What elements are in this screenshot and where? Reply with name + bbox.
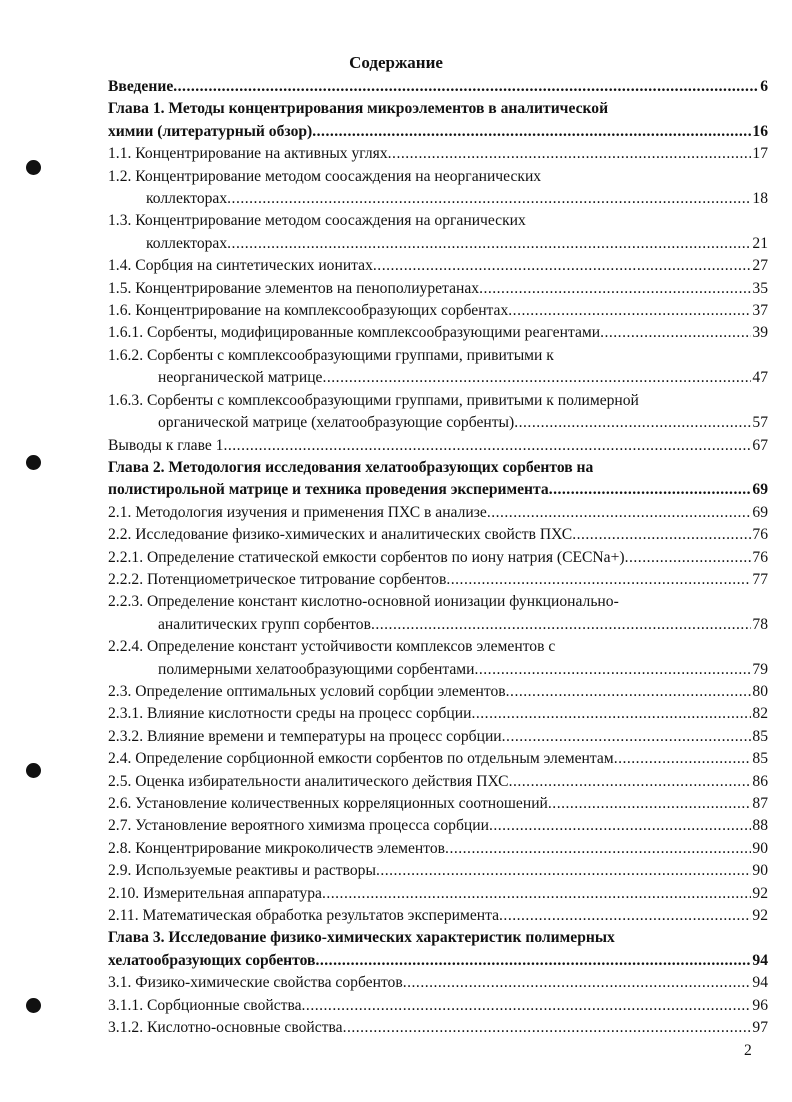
punch-hole xyxy=(26,763,41,778)
toc-entry-page: 16 xyxy=(752,122,768,140)
dot-leader xyxy=(479,278,751,300)
dot-leader xyxy=(548,793,752,815)
dot-leader xyxy=(388,143,752,165)
dot-leader xyxy=(625,547,752,569)
toc-entry-page: 97 xyxy=(752,1019,768,1037)
dot-leader xyxy=(446,569,751,591)
toc-entry-page: 96 xyxy=(752,996,768,1014)
toc-entry-page: 90 xyxy=(752,839,768,857)
dot-leader xyxy=(445,838,751,860)
toc-entry xyxy=(108,166,768,211)
toc-entry-label: 1.3. Концентрирование методом соосаждения на органических xyxy=(108,212,526,230)
dot-leader xyxy=(315,950,751,972)
toc-entry-page: 69 xyxy=(752,481,768,499)
toc-entry xyxy=(108,457,768,502)
toc-entry-page: 92 xyxy=(752,884,768,902)
dot-leader xyxy=(509,771,752,793)
dot-leader xyxy=(572,524,751,546)
toc-entry-page: 39 xyxy=(752,324,768,342)
toc-entry xyxy=(108,390,768,435)
toc-entry-page: 6 xyxy=(760,78,768,95)
page-number: 2 xyxy=(744,1042,752,1059)
toc-entry xyxy=(108,995,768,1017)
toc-entry-label: 2.2.4. Определение констант устойчивости комплексов элементов с xyxy=(108,638,556,656)
toc-entry xyxy=(108,278,768,300)
toc-entry-label: 2.3.2. Влияние времени и температуры на процесс сорбции xyxy=(108,727,502,745)
toc-entry-page: 82 xyxy=(752,705,768,723)
dot-leader xyxy=(173,76,759,98)
toc-entry-label: органической матрице (хелатообразующие сорбенты) xyxy=(158,414,515,432)
toc-entry xyxy=(108,838,768,860)
toc-entry-label: 2.7. Установление вероятного химизма процесса сорбции xyxy=(108,817,489,835)
toc-entry-page: 87 xyxy=(752,795,768,812)
dot-leader xyxy=(343,1017,752,1039)
toc-entry-label: Глава 3. Исследование физико-химических характеристик полимерных xyxy=(108,929,615,947)
toc-entry xyxy=(108,636,768,681)
dot-leader xyxy=(614,748,752,770)
toc-entry-page: 78 xyxy=(752,615,768,633)
toc-entry-label: 1.6.1. Сорбенты, модифицированные комплексообразующими реагентами xyxy=(108,324,601,342)
toc-entry-label: 2.11. Математическая обработка результатов эксперимента xyxy=(108,907,500,925)
dot-leader xyxy=(487,502,752,524)
toc-title: Содержание xyxy=(349,53,443,72)
toc-entry-label: полимерными хелатообразующими сорбентами xyxy=(158,660,475,678)
dot-leader xyxy=(549,479,752,501)
toc-entry-label: 2.8. Концентрирование микроколичеств элементов xyxy=(108,839,446,857)
toc-entry-label: 2.10. Измерительная аппаратура xyxy=(108,884,322,902)
toc-entry-page: 94 xyxy=(752,974,768,992)
toc-entry xyxy=(108,300,768,322)
toc-entry-page: 35 xyxy=(752,279,768,297)
toc-entry xyxy=(108,435,768,457)
toc-entry-page: 76 xyxy=(752,548,768,566)
punch-hole xyxy=(26,160,41,175)
toc-entry xyxy=(108,815,768,837)
toc-entry xyxy=(108,255,768,277)
dot-leader xyxy=(471,703,751,725)
toc-entry-page: 69 xyxy=(752,503,768,521)
dot-leader xyxy=(223,435,751,457)
toc-entry-page: 18 xyxy=(752,190,768,208)
dot-leader xyxy=(514,412,751,434)
toc-entry-label: 3.1.1. Сорбционные свойства xyxy=(108,996,302,1014)
dot-leader xyxy=(600,322,751,344)
toc-entry xyxy=(108,502,768,524)
toc-entry-label: аналитических групп сорбентов xyxy=(158,615,371,633)
toc-entry-page: 47 xyxy=(752,369,768,387)
toc-entry xyxy=(108,524,768,546)
toc-entry-page: 85 xyxy=(752,727,768,745)
punch-hole xyxy=(26,998,41,1013)
toc-entry xyxy=(108,591,768,636)
toc-entry xyxy=(108,322,768,344)
toc-entry xyxy=(108,972,768,994)
toc-entry xyxy=(108,345,768,390)
toc-entry-page: 67 xyxy=(752,436,768,454)
toc-entry xyxy=(108,905,768,927)
toc-entry-label: 1.4. Сорбция на синтетических ионитах xyxy=(108,257,373,275)
toc-entry xyxy=(108,771,768,793)
toc-entry-label: 2.5. Оценка избирательности аналитического действия ПХС xyxy=(108,772,509,790)
toc-entry-page: 79 xyxy=(752,660,768,678)
toc-entry-label: химии (литературный обзор) xyxy=(108,122,313,140)
toc-entry-label: полистирольной матрице и техника проведения эксперимента xyxy=(108,481,549,499)
toc-entry xyxy=(108,98,768,143)
toc-entry-label: коллекторах xyxy=(146,234,228,252)
punch-hole xyxy=(26,455,41,470)
toc-entry-page: 27 xyxy=(752,257,768,275)
toc-entry xyxy=(108,726,768,748)
toc-entry-label: Введение xyxy=(108,78,174,95)
toc-entry xyxy=(108,793,768,815)
toc-entry xyxy=(108,547,768,569)
toc-entry xyxy=(108,748,768,770)
dot-leader xyxy=(227,188,751,210)
dot-leader xyxy=(506,681,752,703)
toc-entry-page: 80 xyxy=(752,682,768,700)
toc-entry xyxy=(108,860,768,882)
toc-entry-label: 2.1. Методология изучения и применения ПХС в анализе xyxy=(108,503,487,521)
dot-leader xyxy=(489,815,751,837)
dot-leader xyxy=(371,614,751,636)
toc-entry-page: 77 xyxy=(752,570,768,588)
toc-entry-label: 2.2.2. Потенциометрическое титрование сорбентов xyxy=(108,570,447,588)
toc-entry xyxy=(108,143,768,165)
toc-entry-label: 2.2.1. Определение статической емкости сорбентов по иону натрия (CECNa+) xyxy=(108,548,625,566)
toc-entry-page: 37 xyxy=(752,302,768,320)
toc-entry-page: 17 xyxy=(752,145,768,163)
toc-entry-label: Глава 1. Методы концентрирования микроэлементов в аналитической xyxy=(108,100,609,118)
dot-leader xyxy=(322,883,751,905)
toc-entry-label: 2.6. Установление количественных корреляционных соотношений xyxy=(108,795,548,812)
toc-entry-label: 1.1. Концентрирование на активных углях xyxy=(108,145,388,163)
dot-leader xyxy=(474,659,751,681)
toc-entry xyxy=(108,1017,768,1039)
toc-entry-label: неорганической матрице xyxy=(158,369,323,387)
toc-entry-page: 90 xyxy=(752,862,768,880)
toc-entry-label: 2.2.3. Определение констант кислотно-основной ионизации функционально- xyxy=(108,593,619,611)
dot-leader xyxy=(312,121,751,143)
toc-entry-label: 2.3. Определение оптимальных условий сорбции элементов xyxy=(108,682,506,700)
dot-leader xyxy=(227,233,751,255)
toc-entry-page: 94 xyxy=(752,951,768,969)
toc-entry-label: 2.4. Определение сорбционной емкости сорбентов по отдельным элементам xyxy=(108,750,614,768)
toc-entry-page: 88 xyxy=(752,817,768,835)
dot-leader xyxy=(373,255,752,277)
toc-entry-label: 1.6.3. Сорбенты с комплексообразующими группами, привитыми к полимерной xyxy=(108,391,639,409)
toc-entry-label: 2.2. Исследование физико-химических и аналитических свойств ПХС xyxy=(108,526,573,544)
dot-leader xyxy=(499,905,751,927)
toc-entry-label: хелатообразующих сорбентов xyxy=(108,951,316,969)
toc-entry-page: 57 xyxy=(752,414,768,432)
table-of-contents xyxy=(108,76,768,1039)
toc-entry-page: 92 xyxy=(752,907,768,925)
dot-leader xyxy=(302,995,752,1017)
toc-entry-label: 1.6.2. Сорбенты с комплексообразующими группами, привитыми к xyxy=(108,346,554,364)
dot-leader xyxy=(403,972,752,994)
dot-leader xyxy=(508,300,751,322)
toc-entry xyxy=(108,210,768,255)
dot-leader xyxy=(322,367,751,389)
dot-leader xyxy=(376,860,751,882)
toc-entry xyxy=(108,927,768,972)
toc-entry-page: 86 xyxy=(752,772,768,790)
toc-entry-label: 1.5. Концентрирование элементов на пенополиуретанах xyxy=(108,279,480,297)
toc-entry-label: коллекторах xyxy=(146,190,228,208)
toc-entry-label: 3.1.2. Кислотно-основные свойства xyxy=(108,1019,343,1037)
toc-entry-label: 1.2. Концентрирование методом соосаждения на неорганических xyxy=(108,167,542,185)
toc-entry xyxy=(108,681,768,703)
dot-leader xyxy=(502,726,752,748)
toc-entry xyxy=(108,76,768,98)
toc-entry-page: 76 xyxy=(752,526,768,544)
toc-entry-label: 2.3.1. Влияние кислотности среды на процесс сорбции xyxy=(108,705,472,723)
toc-entry-label: 3.1. Физико-химические свойства сорбентов xyxy=(108,974,403,992)
toc-entry-label: Глава 2. Методология исследования хелатообразующих сорбентов на xyxy=(108,458,594,476)
toc-entry xyxy=(108,883,768,905)
toc-entry-label: 2.9. Используемые реактивы и растворы xyxy=(108,862,376,880)
toc-entry-label: Выводы к главе 1 xyxy=(108,436,224,454)
toc-entry-label: 1.6. Концентрирование на комплексообразующих сорбентах xyxy=(108,302,509,320)
toc-entry xyxy=(108,569,768,591)
toc-entry-page: 21 xyxy=(752,234,768,252)
toc-entry-page: 85 xyxy=(752,750,768,768)
toc-entry xyxy=(108,703,768,725)
